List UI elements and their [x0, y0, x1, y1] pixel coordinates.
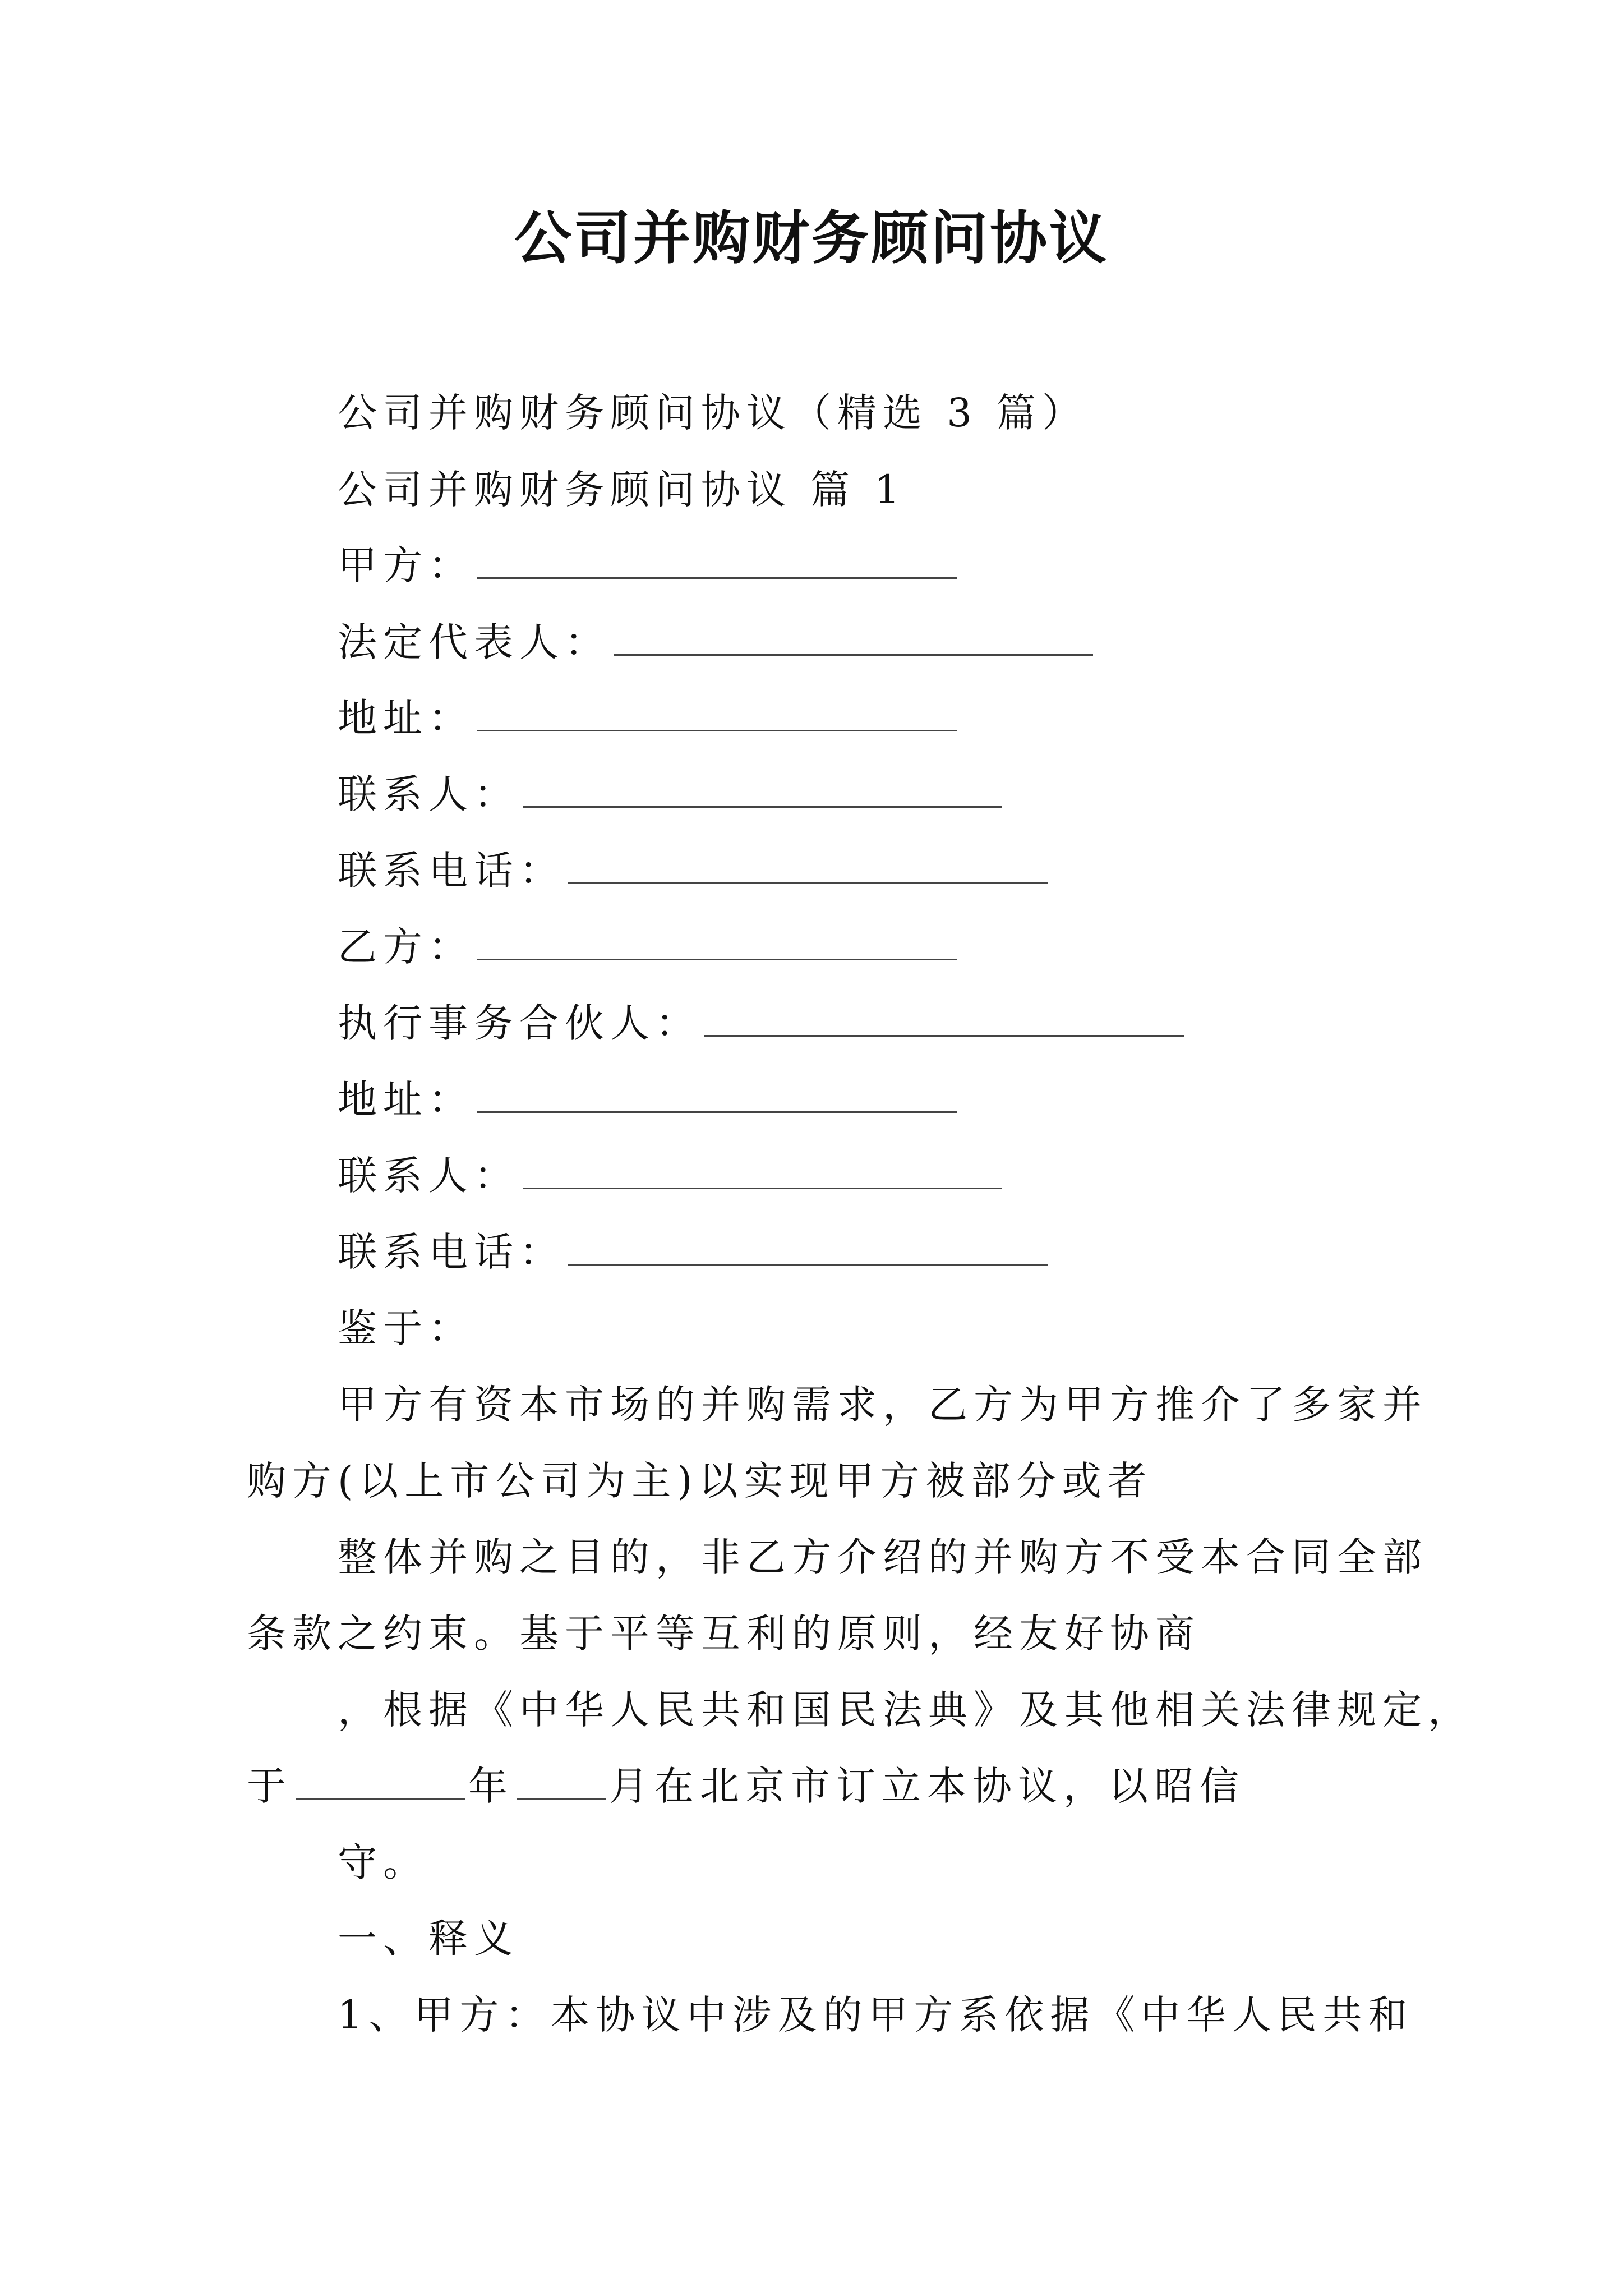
date-prefix: 于	[247, 1763, 292, 1809]
party-b-row	[338, 920, 960, 974]
party-a-phone-row	[338, 844, 1051, 898]
party-a-blank[interactable]	[477, 546, 957, 579]
partner-row	[338, 996, 1187, 1050]
party-b-address-row	[338, 1073, 960, 1126]
month-blank[interactable]	[517, 1766, 606, 1800]
party-b-address-blank[interactable]	[477, 1080, 957, 1113]
partner-blank[interactable]	[704, 1004, 1184, 1037]
legal-rep-blank[interactable]	[614, 623, 1093, 656]
party-b-contact-blank[interactable]	[523, 1156, 1002, 1189]
paragraph3-line2	[247, 1759, 1245, 1813]
party-b-contact-label: 联系人：	[338, 1153, 519, 1199]
party-a-contact-blank[interactable]	[523, 775, 1002, 808]
party-b-label: 乙方：	[338, 924, 474, 970]
date-suffix: 月在北京市订立本协议，以昭信	[609, 1763, 1245, 1809]
party-a-contact-label: 联系人：	[338, 771, 519, 817]
year-blank[interactable]	[296, 1766, 465, 1800]
legal-rep-label: 法定代表人：	[338, 619, 610, 665]
whereas-label: 鉴于：	[338, 1305, 474, 1351]
party-a-row	[338, 539, 960, 592]
document-subtitle: 公司并购财务顾问协议（精选 3 篇）	[338, 390, 1088, 436]
section-heading: 公司并购财务顾问协议 篇 1	[338, 467, 906, 513]
party-a-address-blank[interactable]	[477, 698, 957, 731]
party-b-phone-blank[interactable]	[568, 1232, 1048, 1266]
paragraph3-line1: ，根据《中华人民共和国民法典》及其他相关法律规定，	[338, 1687, 1473, 1733]
paragraph1-line1: 甲方有资本市场的并购需求，乙方为甲方推介了多家并	[338, 1382, 1428, 1428]
party-a-contact-row	[338, 767, 1006, 821]
party-b-blank[interactable]	[477, 927, 957, 960]
paragraph1-line2: 购方(以上市公司为主)以实现甲方被部分或者	[247, 1458, 1153, 1504]
party-a-label: 甲方：	[338, 542, 474, 588]
year-label: 年	[468, 1763, 514, 1809]
party-b-phone-row	[338, 1225, 1051, 1279]
party-a-phone-label: 联系电话：	[338, 848, 565, 894]
paragraph2-line1: 整体并购之目的，非乙方介绍的并购方不受本合同全部	[338, 1534, 1428, 1580]
party-a-address-label: 地址：	[338, 695, 474, 741]
party-b-address-label: 地址：	[338, 1076, 474, 1122]
paragraph3-line3: 守。	[338, 1839, 428, 1885]
partner-label: 执行事务合伙人：	[338, 1000, 701, 1046]
party-a-phone-blank[interactable]	[568, 851, 1048, 884]
party-b-contact-row	[338, 1149, 1006, 1203]
section1-heading: 一、释义	[338, 1916, 519, 1962]
party-a-address-row	[338, 691, 960, 745]
party-b-phone-label: 联系电话：	[338, 1229, 565, 1275]
clause1-text: 1、甲方：本协议中涉及的甲方系依据《中华人民共和	[338, 1992, 1414, 2038]
legal-rep-row	[338, 615, 1096, 669]
document-title: 公司并购财务顾问协议	[514, 205, 1109, 272]
paragraph2-line2: 条款之约束。基于平等互利的原则，经友好协商	[247, 1611, 1201, 1657]
